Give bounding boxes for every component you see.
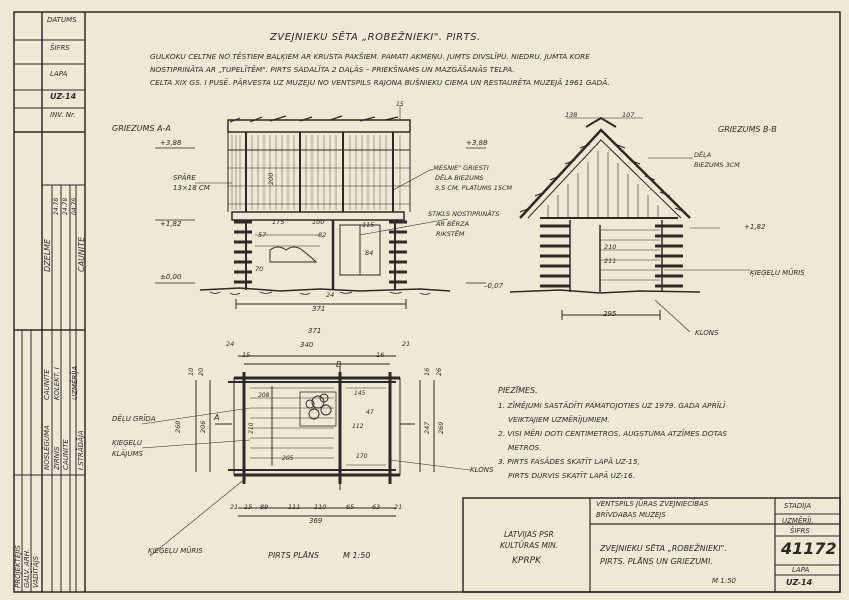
strip-table-2-0: VADĪTĀJS — [32, 555, 40, 588]
notes-line-3: 2. VISI MĒRI DOTI CENTIMETROS, AUGSTUMA ATZĪMES DOTAS — [498, 429, 728, 438]
plan-title: PIRTS PLĀNS — [268, 551, 320, 560]
spare-size: 13×18 CM — [173, 184, 210, 192]
strip-code: KOLEKT. I — [53, 367, 61, 400]
stikls-1: STIKLS NOSTIPRINĀTS — [428, 210, 500, 218]
plan-bottom-dim-5: 65 — [346, 503, 355, 511]
sheet-border — [14, 12, 840, 592]
strip-table-1-2: I.STRĀDĀJA — [77, 430, 85, 470]
plan-bottom-dim-7: 21 — [394, 503, 403, 511]
level-top: +3,88 — [160, 139, 182, 147]
klons-bb: KLONS — [695, 329, 719, 337]
strip-date-1: 24.78 — [53, 197, 60, 215]
tb-stadija-value: UZMĒRĪJ. — [782, 517, 814, 525]
plan-right-dim-3: 269 — [437, 421, 445, 434]
dim-84: 84 — [365, 249, 374, 257]
plan-right-dim-0: 16 — [423, 367, 431, 376]
delu-grida-label: DĒĻU GRĪDA — [112, 415, 156, 423]
level-mid: +1,82 — [160, 220, 182, 228]
notes-line-2: VEIKTAJIEM UZMĒRĪJUMIEM. — [508, 415, 610, 424]
tb-museum-1: VENTSPILS JŪRAS ZVEJNIECĪBAS — [596, 500, 709, 508]
dim-24: 24 — [326, 291, 335, 299]
tb-sifrs-label: ŠIFRS — [790, 527, 810, 535]
dela-2: BIEZUMS 3CM — [694, 161, 740, 169]
tb-name-1: ZVEJNIEKU SĒTA „ROBEŽNIEKI". — [600, 544, 727, 553]
plan-left-dim-3: 206 — [199, 420, 207, 433]
dim-138: 138 — [565, 111, 578, 119]
plan-inner-3: 210 — [248, 422, 255, 434]
dim-175: 175 — [272, 218, 285, 226]
notes-line-6: PIRTS DURVIS SKATĪT LAPĀ UZ-16. — [508, 471, 636, 480]
tb-sifrs-value: 41172 — [781, 539, 837, 558]
plan-top-dim-5: 16 — [376, 351, 385, 359]
dim-371: 371 — [312, 305, 326, 313]
strip-table-2-1: CAUNITE — [62, 439, 70, 470]
dim-100: 100 — [312, 218, 325, 226]
tb-org-1: LATVIJAS PSR — [504, 530, 554, 539]
section-b-b — [510, 118, 750, 332]
strip-datums: DATUMS — [47, 16, 77, 24]
plan-left-dim-0: 10 — [187, 367, 195, 376]
plan-inner-6: 47 — [366, 409, 374, 416]
tb-name-2: PIRTS. PLĀNS UN GRIEZUMI. — [600, 557, 713, 566]
plan-top-dim-0: 24 — [226, 340, 235, 348]
plan-inner-1: 145 — [354, 390, 366, 397]
notes-line-5: 3. PIRTS FASĀDES SKATĪT LAPĀ UZ-15, — [498, 457, 640, 466]
description-line-2: NOSTIPRINĀTA AR „TUPELĪTĒM". PIRTS SADALĪTA 2 DAĻĀS – PRIEKŠNAMS UN MAZGĀŠANĀS TELPA. — [150, 65, 515, 74]
klons-plan: KLONS — [470, 466, 494, 474]
strip-date-2: 24.78 — [62, 197, 69, 215]
stikls-3: RIKSTĒM — [436, 230, 465, 238]
kiegelu-klajums-2: KLĀJUMS — [112, 450, 143, 458]
dela-1: DĒĻA — [694, 151, 712, 159]
griesti-2: DĒĻA BIEZUMS — [435, 174, 484, 182]
tb-scale: M 1:50 — [712, 577, 736, 585]
notes-title: PIEZĪMES. — [498, 386, 538, 395]
plan-bottom-dim-0: 21 — [230, 503, 239, 511]
section-aa-label: GRIEZUMS A-A — [112, 124, 171, 133]
tb-lapa-value: UZ-14 — [786, 578, 813, 587]
plan-bottom-dim-1: 15 — [244, 503, 253, 511]
strip-role-2: CAUNITE — [77, 236, 86, 272]
plan-right-dim-2: 247 — [423, 421, 431, 434]
strip-table-1-0: GALV. ARH. — [23, 548, 31, 588]
plan-right-dim-1: 26 — [435, 367, 443, 376]
plan-inner-4: 170 — [356, 453, 368, 460]
tb-lapa-label: LAPA — [792, 566, 810, 574]
tb-org-2: KULTŪRAS MIN. — [500, 541, 559, 550]
griesti-1: „MESNIE" GRIESTI — [430, 164, 489, 172]
plan-bottom-dim-3: 111 — [288, 503, 301, 511]
tb-org-3: KPRPK — [512, 556, 541, 566]
kiegelu-muris-bb: ĶIEĢEĻU MŪRIS — [750, 269, 805, 277]
strip-sifrs: ŠIFRS — [50, 44, 70, 52]
level-zero: ±0,00 — [160, 273, 182, 281]
section-bb-label: GRIEZUMS B-B — [718, 125, 777, 134]
plan-top-dim-4: 15 — [242, 351, 251, 359]
tb-stadija-label: STADIJA — [784, 502, 812, 510]
dim-15: 15 — [396, 101, 404, 108]
plan-bottom-dim-8: 369 — [309, 517, 323, 525]
dim-200: 200 — [267, 172, 275, 185]
dim-70: 70 — [255, 265, 264, 273]
plan-left-dim-2: 269 — [174, 420, 182, 433]
plan-left-dim-1: 20 — [197, 367, 205, 376]
plan-view — [142, 356, 470, 556]
strip-table-0-2: UZMĒRĪJA — [71, 365, 79, 400]
stikls-2: AR BĒRZA — [436, 220, 470, 228]
description-line-3: CELTA XIX GS. I PUSĒ. PĀRVESTA UZ MUZEJU NO VENTSPILS RAJONA BUŠNIEKU CIEMA UN RESTAURĒTA MUZEJĀ 1961 GADĀ. — [150, 78, 610, 87]
griesti-3: 3,5 CM, PLATUMS 15CM — [435, 184, 513, 192]
description-line-1: GULKOKU CELTNE NO TĒSTIEM BAĻĶIEM AR KRUSTA PAKŠIEM. PAMATI AKMEŅU. JUMTS DIVSLĪPU. NIEDRU. JUMTA KORE — [150, 52, 590, 61]
strip-table-2-2: CAUNITE — [43, 369, 51, 400]
notes-line-1: 1. ZĪMĒJUMI SASTĀDĪTI PAMATOJOTIES UZ 1979. GADA APRĪLĪ — [498, 401, 726, 410]
spare-label: SPĀRE — [173, 174, 196, 182]
tb-museum-2: BRĪVDABAS MUZEJS — [596, 511, 666, 519]
level-top-right: +3,88 — [466, 139, 488, 147]
plan-scale: M 1:50 — [343, 551, 371, 560]
dim-211: 211 — [604, 257, 617, 265]
dim-57: 57 — [258, 231, 267, 239]
strip-lapa-value: UZ-14 — [50, 92, 77, 101]
section-a-a — [155, 105, 486, 309]
strip-table-0-1: NOSLĒGUMA — [43, 425, 51, 470]
drawing-title: ZVEJNIEKU SĒTA „ROBEŽNIEKI". PIRTS. — [270, 32, 481, 43]
strip-lapa: LAPA — [50, 70, 68, 78]
dim-107: 107 — [622, 111, 635, 119]
plan-top-dim-1: 371 — [308, 327, 322, 335]
strip-table-0-0: PROJEKTĒJIS — [14, 545, 22, 588]
plan-bottom-dim-2: 89 — [260, 503, 269, 511]
dim-210: 210 — [604, 243, 617, 251]
dim-295: 295 — [603, 310, 617, 318]
strip-date-3: 04.78 — [71, 197, 78, 215]
plan-inner-5: 112 — [352, 423, 364, 430]
strip-inv: INV. Nr. — [50, 111, 76, 119]
dim-115: 115 — [362, 221, 375, 229]
kiegelu-muris-plan: ĶIEĢEĻU MŪRIS — [148, 547, 203, 555]
notes-line-4: METROS. — [508, 443, 542, 452]
plan-inner-0: 208 — [258, 392, 270, 399]
plan-top-dim-3: 21 — [402, 340, 411, 348]
plan-bottom-dim-6: 63 — [372, 503, 381, 511]
strip-table-1-1: ZIRNIS — [53, 446, 61, 470]
kiegelu-klajums-1: ĶIEĢEĻU — [112, 439, 142, 447]
level-negative: –0,07 — [484, 282, 504, 290]
plan-top-dim-2: 340 — [300, 341, 314, 349]
level-bb: +1,82 — [744, 223, 766, 231]
plan-inner-2: 205 — [282, 455, 294, 462]
strip-role-1: DZELME — [43, 238, 52, 272]
plan-bottom-dim-4: 110 — [314, 503, 327, 511]
plan-section-a: A — [214, 413, 220, 422]
dim-82: 82 — [318, 231, 327, 239]
plan-section-b: B — [336, 360, 342, 369]
